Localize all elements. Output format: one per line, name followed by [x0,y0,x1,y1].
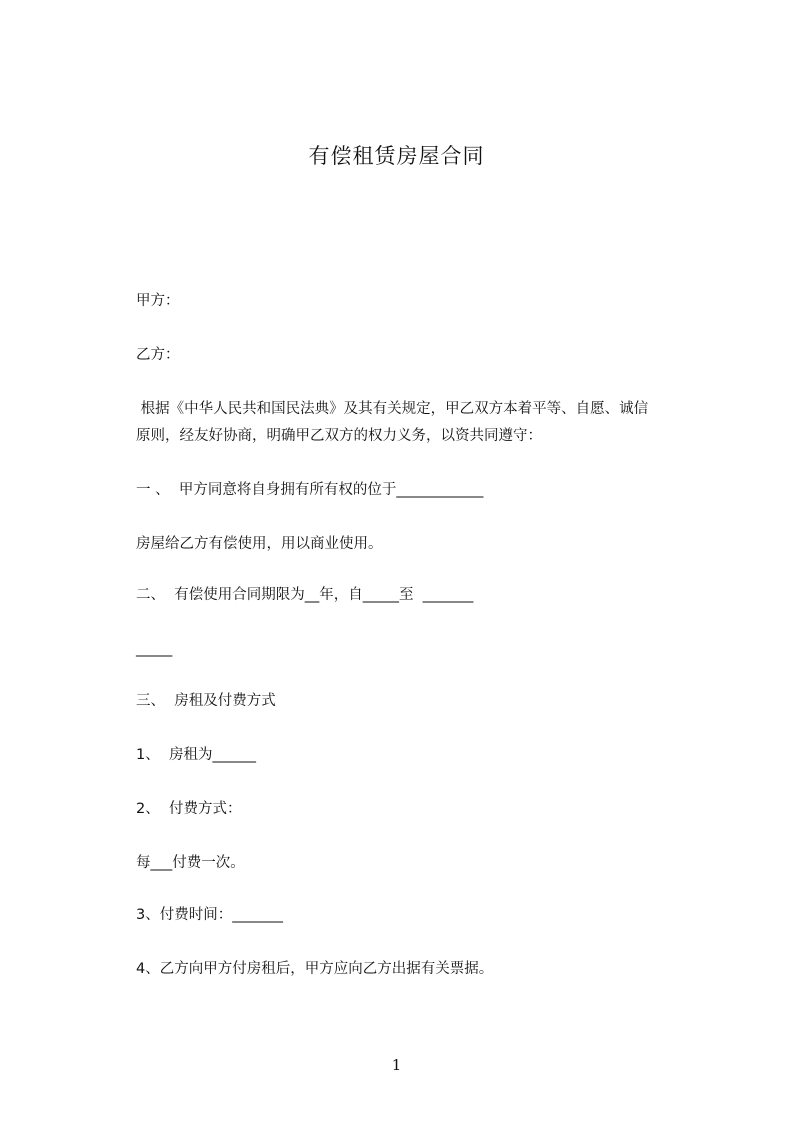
clause-2-line-2: _____ [136,641,173,657]
payment-frequency-line: 每___付费一次。 [136,855,245,871]
clause-3-heading: 三、 房租及付费方式 [136,693,276,709]
clause-1-line-1: 一 、 甲方同意将自身拥有所有权的位于____________ [136,482,484,498]
payment-method-line: 2、 付费方式： [136,801,242,817]
preamble-line-2: 原则，经友好协商，明确甲乙双方的权力义务，以资共同遵守： [136,428,542,444]
payment-time-line: 3、付费时间：_______ [136,907,283,923]
rent-amount-line: 1、 房租为______ [136,747,256,763]
party-a-line: 甲方： [136,293,180,309]
party-b-line: 乙方： [136,347,180,363]
clause-2-line-1: 二、 有偿使用合同期限为__年，自_____至 _______ [136,587,474,603]
receipt-line: 4、乙方向甲方付房租后，甲方应向乙方出据有关票据。 [136,961,494,977]
preamble-line-1: 根据《中华人民共和国民法典》及其有关规定，甲乙双方本着平等、自愿、诚信 [136,401,649,417]
clause-1-line-2: 房屋给乙方有偿使用，用以商业使用。 [136,536,383,552]
page-title: 有偿租赁房屋合同 [308,144,485,168]
page-number: 1 [391,1056,402,1074]
